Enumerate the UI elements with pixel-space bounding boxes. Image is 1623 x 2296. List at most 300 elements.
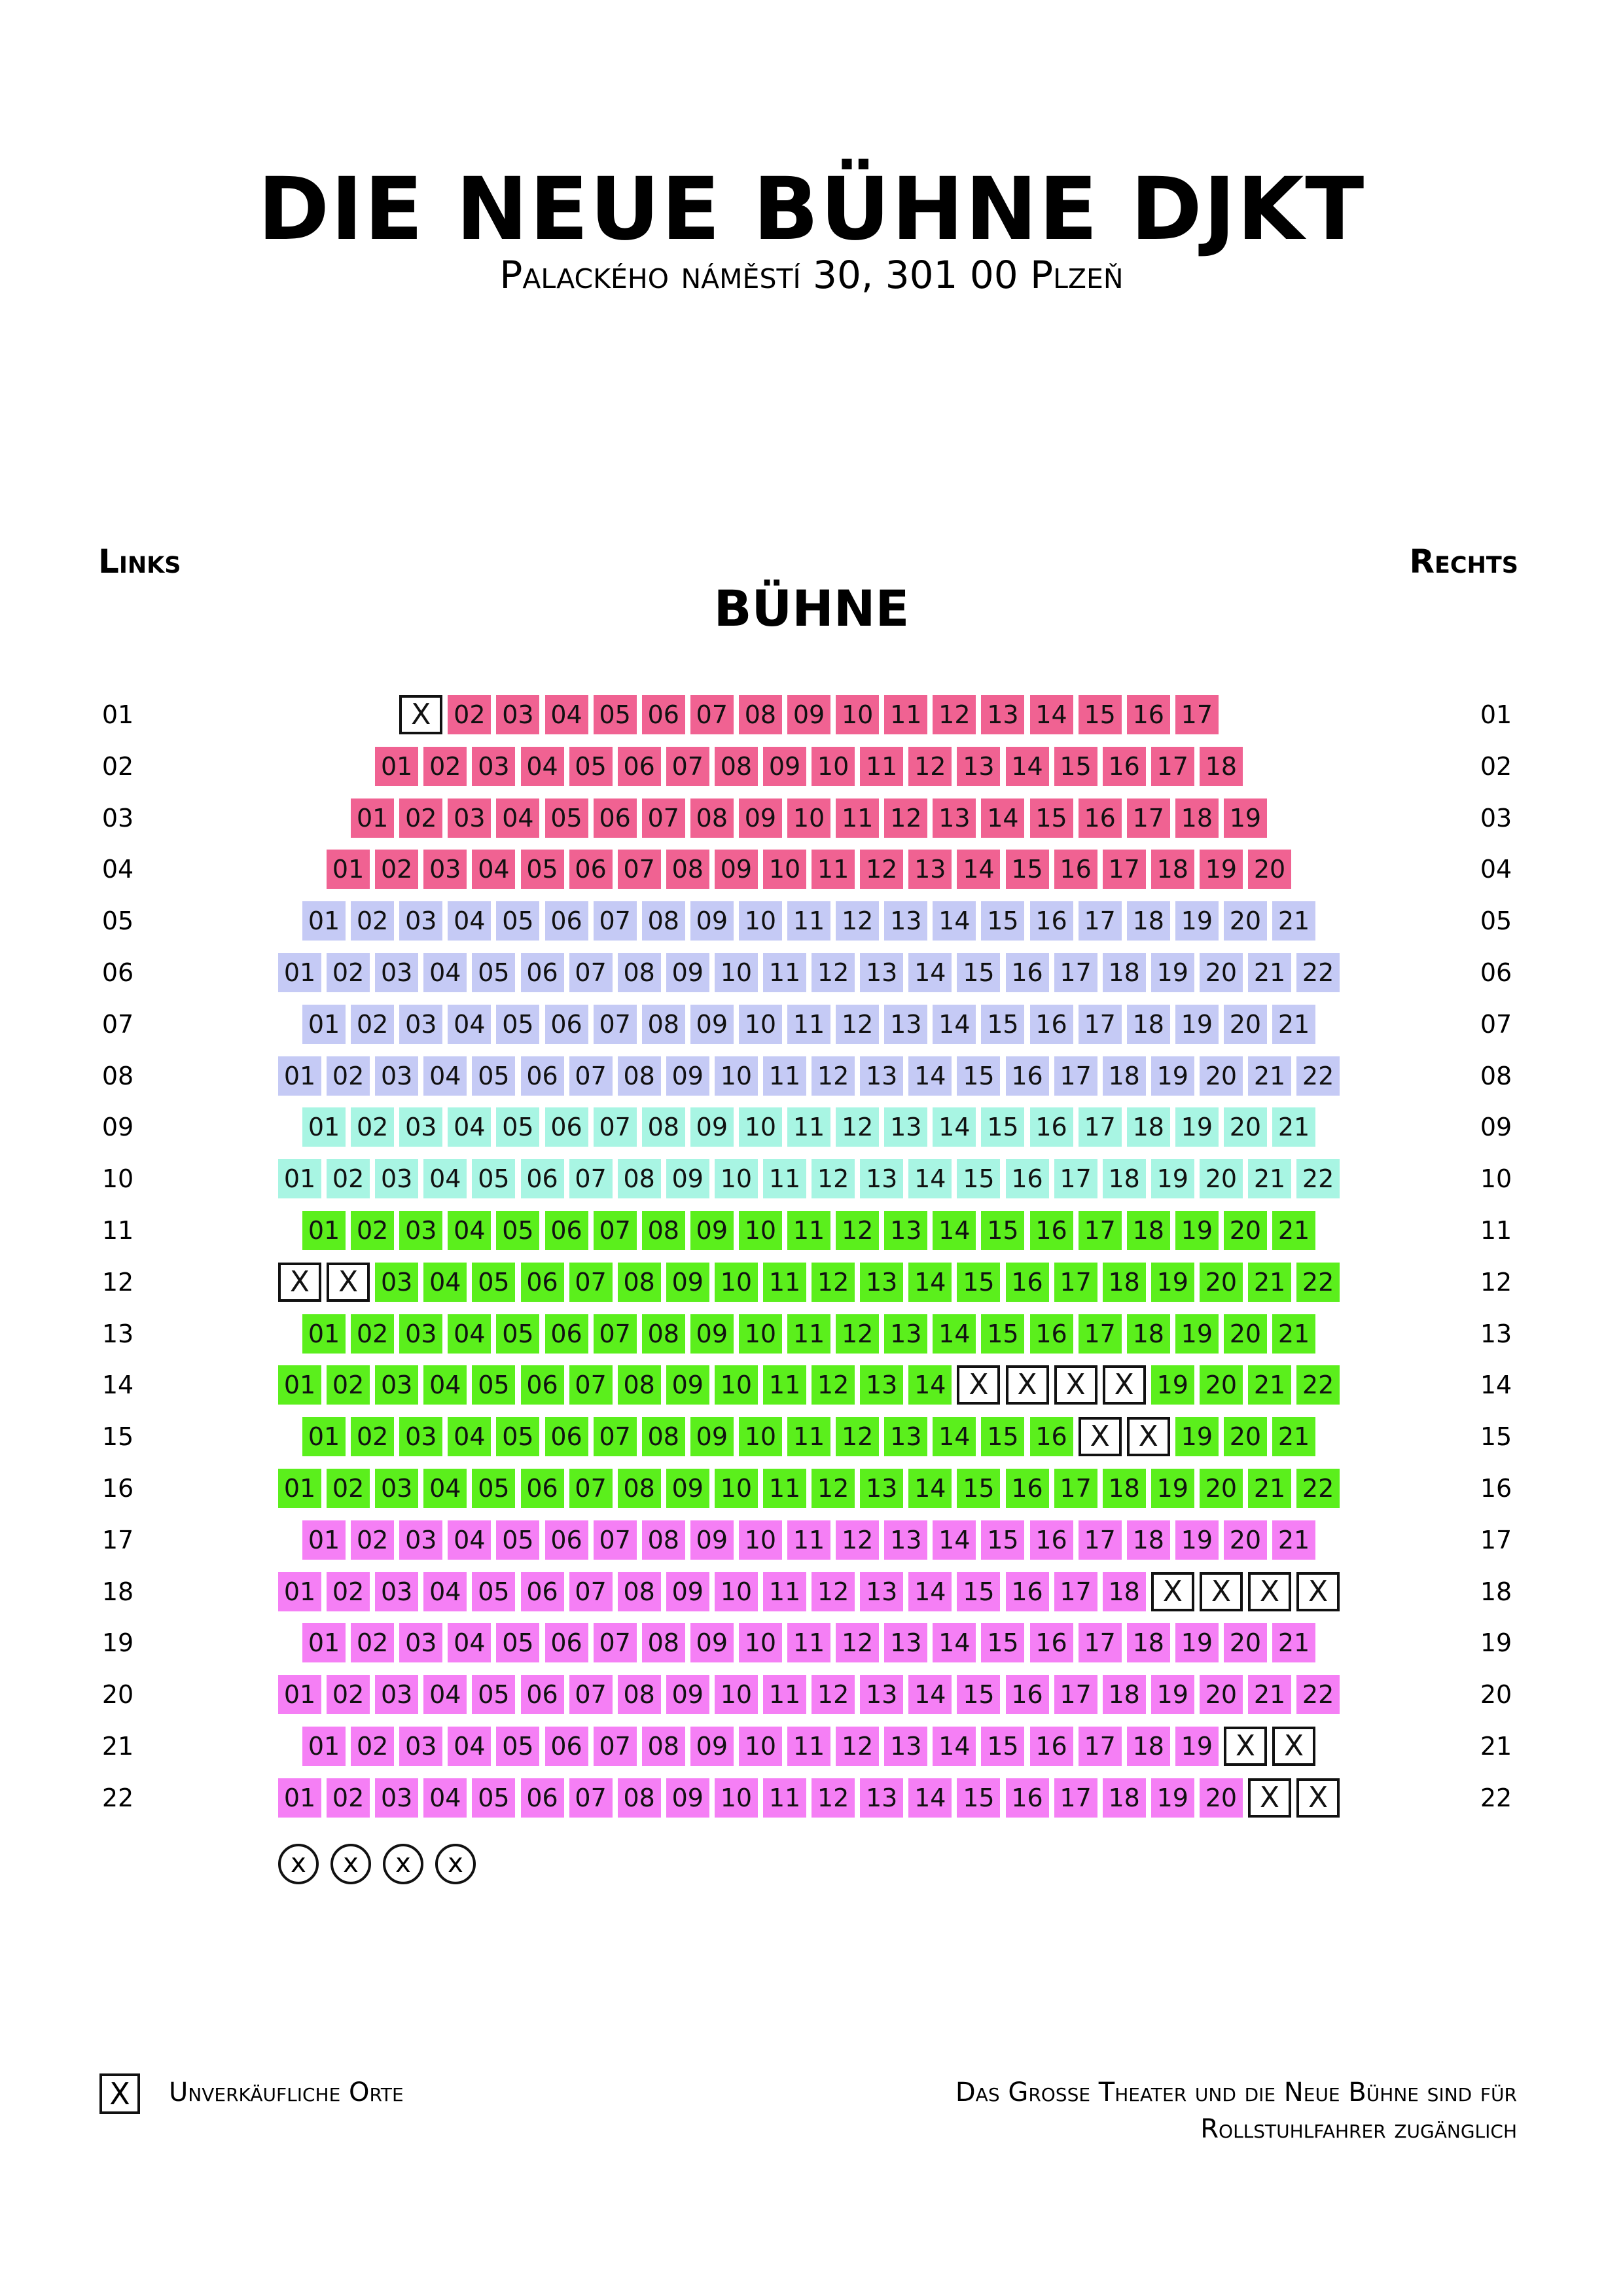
seat[interactable]: 07 (594, 901, 637, 941)
seat[interactable]: 16 (1030, 901, 1073, 941)
seat[interactable]: 12 (836, 1727, 879, 1766)
seat[interactable]: 02 (351, 1211, 394, 1250)
seat[interactable]: 10 (739, 1520, 782, 1560)
seat[interactable]: 18 (1103, 1572, 1146, 1611)
seat[interactable]: 08 (618, 1056, 661, 1096)
seat[interactable]: 21 (1248, 1056, 1291, 1096)
seat[interactable]: 20 (1224, 1211, 1267, 1250)
seat[interactable]: 03 (399, 1107, 442, 1147)
seat[interactable]: 21 (1272, 1623, 1315, 1662)
seat[interactable]: 02 (327, 1365, 370, 1405)
seat[interactable]: 19 (1175, 1727, 1219, 1766)
seat[interactable]: 06 (545, 1211, 588, 1250)
seat[interactable]: 08 (618, 953, 661, 992)
seat[interactable]: 19 (1175, 1314, 1219, 1354)
seat[interactable]: 13 (860, 1056, 903, 1096)
seat[interactable]: 12 (908, 747, 952, 786)
seat[interactable]: 15 (981, 1520, 1024, 1560)
seat[interactable]: 17 (1079, 1005, 1122, 1044)
seat[interactable]: 10 (715, 1056, 758, 1096)
seat[interactable]: 11 (787, 901, 830, 941)
seat[interactable]: 21 (1248, 1365, 1291, 1405)
seat[interactable]: 08 (618, 1365, 661, 1405)
seat[interactable]: 03 (399, 1314, 442, 1354)
seat[interactable]: 17 (1079, 1107, 1122, 1147)
seat[interactable]: 14 (908, 1159, 952, 1198)
seat[interactable]: 20 (1224, 901, 1267, 941)
seat[interactable]: 16 (1006, 1159, 1049, 1198)
seat[interactable]: 16 (1030, 1727, 1073, 1766)
seat[interactable]: 03 (375, 1572, 418, 1611)
seat[interactable]: 11 (787, 1314, 830, 1354)
seat[interactable]: 08 (618, 1675, 661, 1714)
seat[interactable]: 16 (1030, 1314, 1073, 1354)
seat[interactable]: 02 (327, 1159, 370, 1198)
seat[interactable]: 13 (860, 1365, 903, 1405)
seat[interactable]: 12 (836, 1107, 879, 1147)
seat[interactable]: 11 (763, 1365, 806, 1405)
seat[interactable]: 04 (423, 1778, 467, 1818)
seat[interactable]: 01 (302, 1417, 346, 1456)
seat[interactable]: 08 (642, 1727, 685, 1766)
seat[interactable]: 01 (375, 747, 418, 786)
seat[interactable]: 15 (1030, 798, 1073, 838)
seat[interactable]: 13 (884, 901, 927, 941)
seat[interactable]: 16 (1030, 1107, 1073, 1147)
seat[interactable]: 02 (351, 1314, 394, 1354)
seat[interactable]: 19 (1151, 1263, 1194, 1302)
seat[interactable]: 07 (594, 1314, 637, 1354)
seat[interactable]: 16 (1006, 1778, 1049, 1818)
seat[interactable]: 07 (642, 798, 685, 838)
seat[interactable]: 13 (884, 1417, 927, 1456)
seat[interactable]: 02 (399, 798, 442, 838)
seat[interactable]: 17 (1054, 1572, 1097, 1611)
seat[interactable]: 02 (327, 1056, 370, 1096)
seat[interactable]: 01 (278, 1056, 321, 1096)
seat[interactable]: 06 (569, 850, 613, 889)
seat[interactable]: 20 (1200, 1469, 1243, 1508)
seat[interactable]: 09 (666, 1263, 709, 1302)
seat[interactable]: 07 (594, 1005, 637, 1044)
seat[interactable]: 15 (1054, 747, 1097, 786)
seat[interactable]: 01 (302, 1623, 346, 1662)
seat[interactable]: 18 (1127, 1211, 1170, 1250)
seat[interactable]: 05 (496, 1727, 539, 1766)
seat[interactable]: 09 (690, 1623, 734, 1662)
seat[interactable]: 09 (690, 1107, 734, 1147)
seat[interactable]: 19 (1151, 953, 1194, 992)
seat[interactable]: 08 (642, 1520, 685, 1560)
seat[interactable]: 12 (836, 1211, 879, 1250)
seat[interactable]: 05 (496, 1107, 539, 1147)
seat[interactable]: 03 (399, 1005, 442, 1044)
seat[interactable]: 21 (1272, 1211, 1315, 1250)
seat[interactable]: 03 (375, 953, 418, 992)
seat[interactable]: 01 (302, 1520, 346, 1560)
seat[interactable]: 20 (1200, 1056, 1243, 1096)
seat[interactable]: 18 (1103, 1056, 1146, 1096)
seat[interactable]: 05 (496, 1314, 539, 1354)
seat[interactable]: 12 (812, 1365, 855, 1405)
seat[interactable]: 18 (1175, 798, 1219, 838)
seat[interactable]: 18 (1127, 1727, 1170, 1766)
seat[interactable]: 21 (1272, 1417, 1315, 1456)
seat[interactable]: 13 (933, 798, 976, 838)
seat[interactable]: 13 (860, 1263, 903, 1302)
seat[interactable]: 20 (1200, 1778, 1243, 1818)
seat[interactable]: 11 (763, 1778, 806, 1818)
seat[interactable]: 09 (666, 1572, 709, 1611)
seat[interactable]: 16 (1006, 1675, 1049, 1714)
seat[interactable]: 15 (981, 1314, 1024, 1354)
seat[interactable]: 01 (302, 1727, 346, 1766)
seat[interactable]: 19 (1200, 850, 1243, 889)
seat[interactable]: 02 (423, 747, 467, 786)
seat[interactable]: 14 (933, 1314, 976, 1354)
seat[interactable]: 12 (836, 1520, 879, 1560)
seat[interactable]: 17 (1079, 1314, 1122, 1354)
seat[interactable]: 17 (1079, 1727, 1122, 1766)
seat[interactable]: 06 (521, 1263, 564, 1302)
seat[interactable]: 22 (1296, 1159, 1340, 1198)
seat[interactable]: 07 (594, 1520, 637, 1560)
seat[interactable]: 19 (1175, 1520, 1219, 1560)
seat[interactable]: 15 (981, 1211, 1024, 1250)
seat[interactable]: 06 (521, 1159, 564, 1198)
seat[interactable]: 10 (715, 1159, 758, 1198)
seat[interactable]: 06 (545, 1417, 588, 1456)
seat[interactable]: 14 (933, 1417, 976, 1456)
seat[interactable]: 17 (1054, 1469, 1097, 1508)
seat[interactable]: 04 (448, 1005, 491, 1044)
seat[interactable]: 07 (618, 850, 661, 889)
seat[interactable]: 06 (618, 747, 661, 786)
seat[interactable]: 02 (351, 1520, 394, 1560)
seat[interactable]: 21 (1248, 1469, 1291, 1508)
seat[interactable]: 10 (715, 1365, 758, 1405)
seat[interactable]: 13 (860, 1778, 903, 1818)
seat[interactable]: 14 (981, 798, 1024, 838)
seat[interactable]: 16 (1030, 1417, 1073, 1456)
seat[interactable]: 06 (545, 1005, 588, 1044)
seat[interactable]: 01 (351, 798, 394, 838)
seat[interactable]: 07 (594, 1727, 637, 1766)
seat[interactable]: 10 (739, 1005, 782, 1044)
seat[interactable]: 06 (545, 901, 588, 941)
seat[interactable]: 14 (908, 1056, 952, 1096)
seat[interactable]: 06 (521, 953, 564, 992)
seat[interactable]: 10 (787, 798, 830, 838)
seat[interactable]: 11 (763, 1675, 806, 1714)
seat[interactable]: 07 (569, 1572, 613, 1611)
seat[interactable]: 05 (594, 695, 637, 734)
seat[interactable]: 05 (472, 1778, 515, 1818)
seat[interactable]: 02 (351, 1107, 394, 1147)
seat[interactable]: 14 (908, 1263, 952, 1302)
seat[interactable]: 02 (375, 850, 418, 889)
seat[interactable]: 07 (569, 953, 613, 992)
seat[interactable]: 03 (399, 901, 442, 941)
seat[interactable]: 14 (957, 850, 1000, 889)
seat[interactable]: 16 (1127, 695, 1170, 734)
seat[interactable]: 14 (933, 1107, 976, 1147)
seat[interactable]: 18 (1127, 1623, 1170, 1662)
seat[interactable]: 08 (642, 1623, 685, 1662)
seat[interactable]: 21 (1248, 953, 1291, 992)
seat[interactable]: 16 (1006, 1469, 1049, 1508)
seat[interactable]: 06 (521, 1056, 564, 1096)
seat[interactable]: 18 (1127, 1520, 1170, 1560)
seat[interactable]: 15 (981, 901, 1024, 941)
seat[interactable]: 09 (690, 1727, 734, 1766)
seat[interactable]: 03 (375, 1675, 418, 1714)
seat[interactable]: 01 (302, 1211, 346, 1250)
seat[interactable]: 04 (423, 1469, 467, 1508)
seat[interactable]: 09 (666, 1159, 709, 1198)
seat[interactable]: 18 (1127, 1107, 1170, 1147)
seat[interactable]: 11 (812, 850, 855, 889)
seat[interactable]: 04 (423, 1675, 467, 1714)
seat[interactable]: 01 (278, 1778, 321, 1818)
seat[interactable]: 03 (399, 1211, 442, 1250)
seat[interactable]: 03 (399, 1520, 442, 1560)
seat[interactable]: 05 (472, 1056, 515, 1096)
seat[interactable]: 11 (787, 1107, 830, 1147)
seat[interactable]: 19 (1175, 1005, 1219, 1044)
seat[interactable]: 13 (884, 1520, 927, 1560)
seat[interactable]: 13 (908, 850, 952, 889)
seat[interactable]: 19 (1151, 1778, 1194, 1818)
seat[interactable]: 18 (1151, 850, 1194, 889)
seat[interactable]: 05 (472, 1159, 515, 1198)
seat[interactable]: 19 (1151, 1469, 1194, 1508)
seat[interactable]: 02 (351, 901, 394, 941)
seat[interactable]: 10 (812, 747, 855, 786)
seat[interactable]: 17 (1079, 1623, 1122, 1662)
seat[interactable]: 19 (1175, 1211, 1219, 1250)
seat[interactable]: 06 (545, 1623, 588, 1662)
seat[interactable]: 01 (278, 1469, 321, 1508)
seat[interactable]: 06 (594, 798, 637, 838)
seat[interactable]: 16 (1030, 1520, 1073, 1560)
seat[interactable]: 22 (1296, 953, 1340, 992)
seat[interactable]: 07 (666, 747, 709, 786)
seat[interactable]: 08 (739, 695, 782, 734)
seat[interactable]: 02 (327, 1572, 370, 1611)
seat[interactable]: 22 (1296, 1469, 1340, 1508)
seat[interactable]: 11 (860, 747, 903, 786)
seat[interactable]: 15 (981, 1005, 1024, 1044)
seat[interactable]: 16 (1054, 850, 1097, 889)
seat[interactable]: 17 (1054, 1778, 1097, 1818)
seat[interactable]: 20 (1224, 1314, 1267, 1354)
seat[interactable]: 09 (666, 1469, 709, 1508)
seat[interactable]: 10 (739, 1211, 782, 1250)
seat[interactable]: 07 (594, 1211, 637, 1250)
seat[interactable]: 15 (957, 953, 1000, 992)
seat[interactable]: 17 (1054, 1159, 1097, 1198)
seat[interactable]: 19 (1151, 1365, 1194, 1405)
seat[interactable]: 20 (1224, 1623, 1267, 1662)
seat[interactable]: 15 (957, 1675, 1000, 1714)
seat[interactable]: 17 (1127, 798, 1170, 838)
seat[interactable]: 12 (812, 1056, 855, 1096)
seat[interactable]: 11 (787, 1211, 830, 1250)
seat[interactable]: 09 (690, 1520, 734, 1560)
seat[interactable]: 03 (375, 1263, 418, 1302)
seat[interactable]: 19 (1175, 1107, 1219, 1147)
seat[interactable]: 09 (666, 1778, 709, 1818)
seat[interactable]: 06 (521, 1778, 564, 1818)
seat[interactable]: 17 (1054, 953, 1097, 992)
seat[interactable]: 13 (884, 1727, 927, 1766)
seat[interactable]: 13 (981, 695, 1024, 734)
seat[interactable]: 19 (1151, 1675, 1194, 1714)
seat[interactable]: 12 (836, 1005, 879, 1044)
seat[interactable]: 07 (569, 1778, 613, 1818)
seat[interactable]: 04 (423, 1159, 467, 1198)
seat[interactable]: 08 (618, 1159, 661, 1198)
seat[interactable]: 16 (1006, 1572, 1049, 1611)
seat[interactable]: 04 (448, 1520, 491, 1560)
seat[interactable]: 14 (1030, 695, 1073, 734)
seat[interactable]: 08 (715, 747, 758, 786)
seat[interactable]: 16 (1030, 1211, 1073, 1250)
seat[interactable]: 02 (448, 695, 491, 734)
seat[interactable]: 05 (496, 901, 539, 941)
seat[interactable]: 07 (594, 1417, 637, 1456)
seat[interactable]: 13 (860, 953, 903, 992)
seat[interactable]: 20 (1224, 1417, 1267, 1456)
seat[interactable]: 07 (594, 1107, 637, 1147)
seat[interactable]: 19 (1151, 1159, 1194, 1198)
seat[interactable]: 05 (521, 850, 564, 889)
seat[interactable]: 10 (715, 1778, 758, 1818)
seat[interactable]: 12 (836, 1623, 879, 1662)
seat[interactable]: 05 (472, 1675, 515, 1714)
seat[interactable]: 03 (399, 1727, 442, 1766)
seat[interactable]: 14 (1006, 747, 1049, 786)
seat[interactable]: 18 (1103, 1778, 1146, 1818)
seat[interactable]: 09 (690, 1314, 734, 1354)
seat[interactable]: 11 (787, 1005, 830, 1044)
seat[interactable]: 03 (399, 1623, 442, 1662)
seat[interactable]: 04 (472, 850, 515, 889)
seat[interactable]: 13 (860, 1159, 903, 1198)
seat[interactable]: 03 (375, 1365, 418, 1405)
seat[interactable]: 18 (1200, 747, 1243, 786)
seat[interactable]: 20 (1248, 850, 1291, 889)
seat[interactable]: 04 (423, 953, 467, 992)
seat[interactable]: 12 (860, 850, 903, 889)
seat[interactable]: 01 (302, 1107, 346, 1147)
seat[interactable]: 20 (1200, 1675, 1243, 1714)
seat[interactable]: 10 (715, 1572, 758, 1611)
seat[interactable]: 04 (448, 1623, 491, 1662)
seat[interactable]: 12 (836, 1314, 879, 1354)
seat[interactable]: 09 (690, 1005, 734, 1044)
seat[interactable]: 18 (1103, 1675, 1146, 1714)
seat[interactable]: 06 (545, 1520, 588, 1560)
seat[interactable]: 16 (1006, 1263, 1049, 1302)
seat[interactable]: 05 (496, 1417, 539, 1456)
seat[interactable]: 19 (1175, 901, 1219, 941)
seat[interactable]: 10 (836, 695, 879, 734)
seat[interactable]: 11 (787, 1623, 830, 1662)
seat[interactable]: 07 (569, 1675, 613, 1714)
seat[interactable]: 07 (569, 1263, 613, 1302)
seat[interactable]: 11 (787, 1520, 830, 1560)
seat[interactable]: 14 (908, 1778, 952, 1818)
seat[interactable]: 11 (787, 1417, 830, 1456)
seat[interactable]: 16 (1103, 747, 1146, 786)
seat[interactable]: 09 (690, 1417, 734, 1456)
seat[interactable]: 03 (448, 798, 491, 838)
seat[interactable]: 14 (908, 1675, 952, 1714)
seat[interactable]: 03 (375, 1469, 418, 1508)
seat[interactable]: 03 (496, 695, 539, 734)
seat[interactable]: 06 (545, 1107, 588, 1147)
seat[interactable]: 02 (327, 1469, 370, 1508)
seat[interactable]: 04 (521, 747, 564, 786)
seat[interactable]: 15 (1006, 850, 1049, 889)
seat[interactable]: 06 (642, 695, 685, 734)
seat[interactable]: 07 (690, 695, 734, 734)
seat[interactable]: 22 (1296, 1365, 1340, 1405)
seat[interactable]: 14 (908, 1469, 952, 1508)
seat[interactable]: 08 (642, 1417, 685, 1456)
seat[interactable]: 12 (812, 1469, 855, 1508)
seat[interactable]: 16 (1030, 1005, 1073, 1044)
seat[interactable]: 11 (836, 798, 879, 838)
seat[interactable]: 13 (884, 1314, 927, 1354)
seat[interactable]: 17 (1079, 1520, 1122, 1560)
seat[interactable]: 15 (981, 1623, 1024, 1662)
seat[interactable]: 08 (618, 1572, 661, 1611)
seat[interactable]: 04 (448, 1727, 491, 1766)
seat[interactable]: 10 (739, 1107, 782, 1147)
seat[interactable]: 21 (1248, 1675, 1291, 1714)
seat[interactable]: 04 (448, 1211, 491, 1250)
seat[interactable]: 11 (787, 1727, 830, 1766)
seat[interactable]: 06 (521, 1469, 564, 1508)
seat[interactable]: 15 (981, 1107, 1024, 1147)
seat[interactable]: 09 (787, 695, 830, 734)
seat[interactable]: 09 (666, 1365, 709, 1405)
seat[interactable]: 01 (302, 901, 346, 941)
seat[interactable]: 05 (496, 1211, 539, 1250)
seat[interactable]: 08 (666, 850, 709, 889)
seat[interactable]: 10 (739, 1727, 782, 1766)
seat[interactable]: 02 (327, 953, 370, 992)
seat[interactable]: 12 (812, 1572, 855, 1611)
seat[interactable]: 02 (327, 1778, 370, 1818)
seat[interactable]: 19 (1175, 1417, 1219, 1456)
seat[interactable]: 09 (739, 798, 782, 838)
seat[interactable]: 17 (1151, 747, 1194, 786)
seat[interactable]: 04 (448, 1314, 491, 1354)
seat[interactable]: 01 (302, 1005, 346, 1044)
seat[interactable]: 16 (1006, 953, 1049, 992)
seat[interactable]: 14 (933, 901, 976, 941)
seat[interactable]: 01 (278, 1572, 321, 1611)
seat[interactable]: 12 (884, 798, 927, 838)
seat[interactable]: 15 (957, 1263, 1000, 1302)
seat[interactable]: 13 (884, 1623, 927, 1662)
seat[interactable]: 12 (812, 1778, 855, 1818)
seat[interactable]: 14 (933, 1005, 976, 1044)
